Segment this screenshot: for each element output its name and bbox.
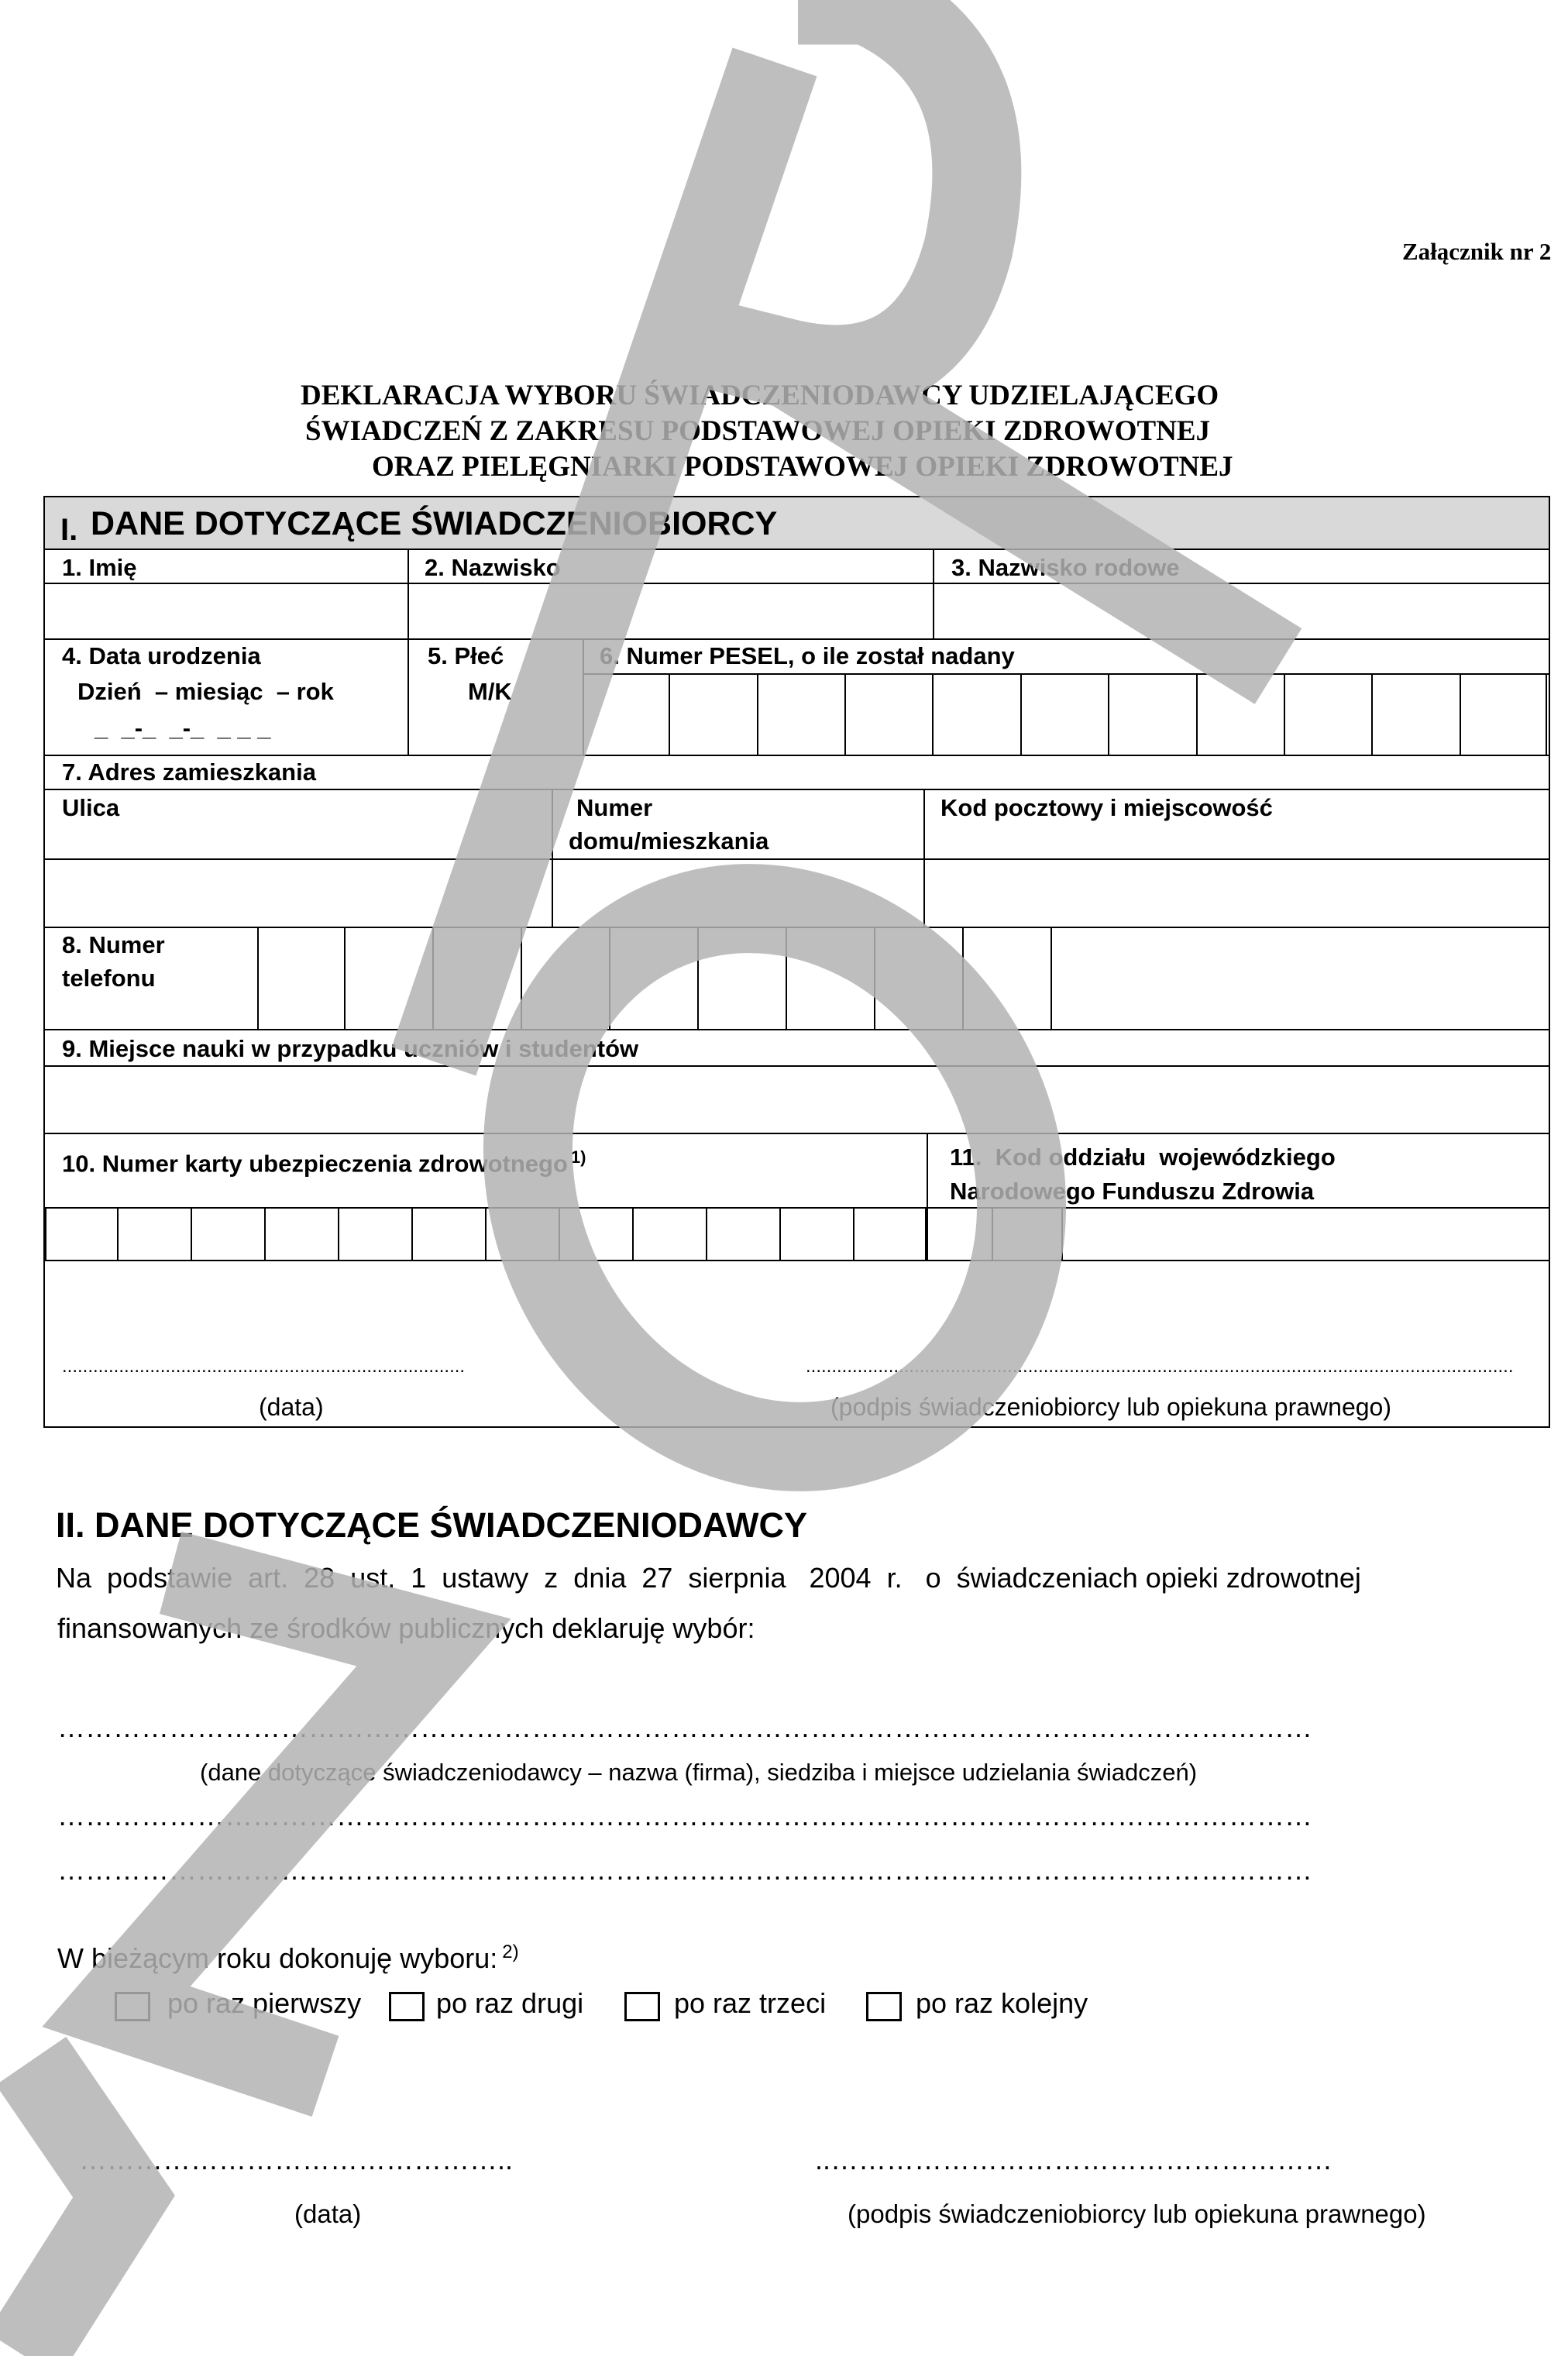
title-line-1: DEKLARACJA WYBORU ŚWIADCZENIODAWCY UDZIELAJĄCEGO — [301, 380, 1219, 411]
section-1-roman: I. — [60, 513, 78, 547]
phone-cell-6[interactable] — [699, 927, 787, 1029]
field-3-family-name-label: 3. Nazwisko rodowe — [951, 554, 1180, 581]
section-2-paragraph-line-1: Na podstawie art. 28 ust. 1 ustawy z dnia 27 sierpnia 2004 r. o świadczeniach opieki zdrowotnej — [56, 1562, 1361, 1594]
card-cell-8[interactable] — [560, 1207, 634, 1260]
field-10-insurance-card-label — [62, 1142, 586, 1179]
field-11-nfz-code-label-2: Narodowego Funduszu Zdrowia — [950, 1178, 1315, 1205]
section-2-paragraph-line-2: finansowanych ze środków publicznych deklaruję wybór: — [57, 1612, 755, 1644]
card-cell-1[interactable] — [45, 1207, 119, 1260]
phone-cell-3[interactable] — [434, 927, 522, 1029]
pesel-cell-9[interactable] — [1285, 673, 1373, 755]
phone-cell-9[interactable] — [964, 927, 1052, 1029]
card-cell-10[interactable] — [707, 1207, 781, 1260]
title-line-3: ORAZ PIELĘGNIARKI PODSTAWOWEJ OPIEKI ZDROWOTNEJ — [372, 451, 1233, 483]
footnote-1-marker: 1) — [570, 1147, 586, 1167]
section-2-heading: II. DANE DOTYCZĄCE ŚWIADCZENIODAWCY — [56, 1505, 808, 1545]
checkbox-third[interactable] — [624, 1992, 660, 2021]
pesel-cell-5[interactable] — [934, 673, 1022, 755]
provider-line-1[interactable]: ……………………………………………………………………………………………………………………… — [57, 1712, 1312, 1743]
surname-input[interactable] — [409, 584, 931, 637]
nfz-cell-2[interactable] — [993, 1207, 1063, 1260]
card-cell-7[interactable] — [487, 1207, 560, 1260]
insurance-card-input-cells[interactable] — [45, 1207, 928, 1260]
section-1-signature-caption: (podpis świadczeniobiorcy lub opiekuna prawnego) — [830, 1393, 1391, 1421]
field-1-first-name-label: 1. Imię — [62, 554, 137, 581]
title-line-2: ŚWIADCZEŃ Z ZAKRESU PODSTAWOWEJ OPIEKI ZDROWOTNEJ — [305, 415, 1211, 447]
pesel-cell-3[interactable] — [758, 673, 846, 755]
pesel-cell-1[interactable] — [583, 673, 670, 755]
house-number-input[interactable] — [553, 860, 922, 925]
section-2-date-caption: (data) — [294, 2200, 362, 2228]
address-postal-label: Kod pocztowy i miejscowość — [940, 794, 1273, 821]
pesel-cell-6[interactable] — [1022, 673, 1109, 755]
first-name-input[interactable] — [46, 584, 406, 637]
field-8-phone-label-2: telefonu — [62, 965, 156, 992]
nfz-code-input-cells[interactable] — [927, 1207, 1064, 1260]
choice-intro-text: W bieżącym roku dokonuję wyboru: — [57, 1942, 498, 1974]
checkbox-next[interactable] — [866, 1992, 902, 2021]
field-7-address-label: 7. Adres zamieszkania — [62, 758, 316, 786]
birth-date-pattern[interactable]: _ _-_ _-_ _ _ _ — [95, 714, 271, 741]
phone-input-cells[interactable] — [257, 927, 1057, 1029]
field-5-sex-label: 5. Płeć — [428, 642, 504, 669]
checkbox-first[interactable] — [115, 1992, 150, 2021]
field-10-text: 10. Numer karty ubezpieczenia zdrowotnego — [62, 1150, 568, 1178]
card-cell-11[interactable] — [781, 1207, 854, 1260]
section-1-signature-line[interactable]: ......................................................................................................................................... — [806, 1356, 1514, 1377]
phone-cell-1[interactable] — [257, 927, 346, 1029]
pesel-cell-10[interactable] — [1373, 673, 1461, 755]
provider-line-3[interactable]: ……………………………………………………………………………………………………………………… — [57, 1855, 1312, 1886]
family-name-input[interactable] — [934, 584, 1549, 637]
footnote-2-marker: 2) — [502, 1942, 519, 1962]
card-cell-3[interactable] — [192, 1207, 266, 1260]
field-4-birth-date-label: 4. Data urodzenia — [62, 642, 261, 669]
choice-label-third: po raz trzeci — [674, 1987, 827, 2019]
birth-date-format: Dzień – miesiąc – rok — [77, 678, 334, 705]
annex-label: Załącznik nr 2 — [1402, 238, 1552, 265]
pesel-cell-11[interactable] — [1461, 673, 1547, 755]
section-2-signature-caption: (podpis świadczeniobiorcy lub opiekuna prawnego) — [848, 2200, 1426, 2228]
field-9-school-label: 9. Miejsce nauki w przypadku uczniów i studentów — [62, 1035, 639, 1062]
pesel-cell-4[interactable] — [846, 673, 934, 755]
card-cell-12[interactable] — [854, 1207, 927, 1260]
field-8-phone-label-1: 8. Numer — [62, 931, 165, 958]
phone-cell-2[interactable] — [346, 927, 434, 1029]
section-2-signature-line[interactable]: ..……………………………………………… — [815, 2144, 1333, 2175]
pesel-cell-8[interactable] — [1198, 673, 1285, 755]
card-cell-2[interactable] — [119, 1207, 192, 1260]
street-input[interactable] — [46, 860, 550, 925]
card-cell-4[interactable] — [266, 1207, 339, 1260]
document-title — [294, 378, 1332, 485]
field-2-surname-label: 2. Nazwisko — [425, 554, 561, 581]
pesel-cell-7[interactable] — [1109, 673, 1198, 755]
phone-cell-8[interactable] — [875, 927, 964, 1029]
phone-cell-5[interactable] — [610, 927, 699, 1029]
address-number-label-1: Numer — [576, 794, 653, 821]
section-2-date-line[interactable]: ……………………………………….. — [79, 2144, 514, 2175]
nfz-cell-1[interactable] — [927, 1207, 993, 1260]
phone-cell-4[interactable] — [522, 927, 610, 1029]
card-cell-5[interactable] — [339, 1207, 413, 1260]
watermark-letter-w — [23, 2061, 124, 2355]
pesel-cell-2[interactable] — [670, 673, 758, 755]
school-input[interactable] — [46, 1067, 1549, 1131]
provider-line-2[interactable]: ……………………………………………………………………………………………………………………… — [57, 1801, 1312, 1831]
address-street-label: Ulica — [62, 794, 120, 821]
section-1-date-line[interactable]: .............................................................................. — [62, 1356, 466, 1377]
pesel-input-cells[interactable] — [583, 673, 1549, 755]
field-11-nfz-code-label-1: 11. Kod oddziału wojewódzkiego — [950, 1144, 1336, 1171]
phone-cell-7[interactable] — [787, 927, 875, 1029]
section-1-date-caption: (data) — [259, 1393, 324, 1421]
choice-intro — [57, 1935, 519, 1976]
choice-label-next: po raz kolejny — [916, 1987, 1088, 2019]
checkbox-second[interactable] — [389, 1992, 425, 2021]
address-number-label-2: domu/mieszkania — [569, 827, 769, 855]
choice-label-first: po raz pierwszy — [167, 1987, 362, 2019]
provider-caption: (dane dotyczące świadczeniodawcy – nazwa (firma), siedziba i miejsce udzielania świadczeń) — [200, 1759, 1198, 1786]
postal-code-city-input[interactable] — [925, 860, 1549, 925]
sex-options[interactable]: M/K — [468, 678, 512, 705]
field-6-pesel-label: 6. Numer PESEL, o ile został nadany — [600, 642, 1015, 669]
card-cell-6[interactable] — [413, 1207, 487, 1260]
card-cell-9[interactable] — [634, 1207, 707, 1260]
section-1-heading: DANE DOTYCZĄCE ŚWIADCZENIOBIORCY — [91, 505, 778, 542]
choice-label-second: po raz drugi — [436, 1987, 584, 2019]
